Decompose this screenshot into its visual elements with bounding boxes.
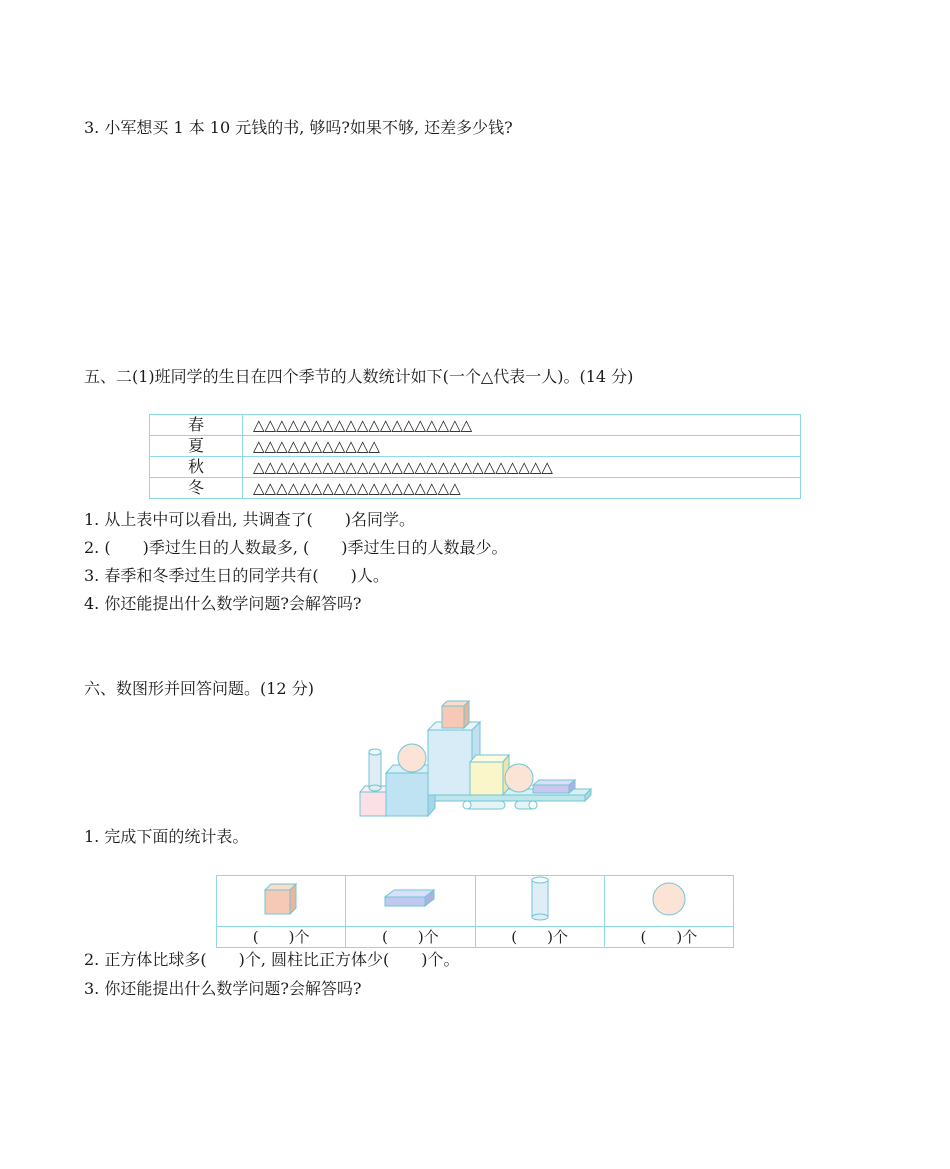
cuboid-cell xyxy=(346,876,475,927)
section5-question-4: 4. 你还能提出什么数学问题?会解答吗? xyxy=(84,594,362,613)
count-blank-cube[interactable]: ( )个 xyxy=(217,927,346,948)
shape-count-table xyxy=(216,875,734,948)
cube-icon xyxy=(442,701,469,728)
block-scene-illustration xyxy=(355,700,595,820)
table-row xyxy=(150,457,801,478)
triangle-marks: △△△△△△△△△△△△△△△△△△ xyxy=(243,478,801,499)
section5-question-3: 3. 春季和冬季过生日的同学共有( )人。 xyxy=(84,566,389,585)
triangle-marks: △△△△△△△△△△△ xyxy=(243,436,801,457)
cuboid-icon xyxy=(382,887,438,911)
count-blank-cuboid[interactable]: ( )个 xyxy=(346,927,475,948)
cylinder-icon xyxy=(528,876,552,922)
roller-icon xyxy=(463,801,537,809)
table-row xyxy=(217,927,734,948)
count-blank-cylinder[interactable]: ( )个 xyxy=(475,927,604,948)
season-label: 春 xyxy=(150,415,243,436)
sphere-cell xyxy=(604,876,733,927)
season-label: 冬 xyxy=(150,478,243,499)
section6-question-2: 2. 正方体比球多( )个, 圆柱比正方体少( )个。 xyxy=(84,950,460,969)
table-row xyxy=(217,876,734,927)
cube-icon xyxy=(470,755,509,795)
count-blank-sphere[interactable]: ( )个 xyxy=(604,927,733,948)
section6-question-3: 3. 你还能提出什么数学问题?会解答吗? xyxy=(84,979,362,998)
triangle-marks: △△△△△△△△△△△△△△△△△△△△△△△△△△ xyxy=(243,457,801,478)
table-row xyxy=(150,415,801,436)
cuboid-icon xyxy=(533,780,575,793)
cylinder-icon xyxy=(369,749,381,791)
cube-icon xyxy=(261,881,301,917)
section5-question-2: 2. ( )季过生日的人数最多, ( )季过生日的人数最少。 xyxy=(84,538,508,557)
triangle-marks: △△△△△△△△△△△△△△△△△△△ xyxy=(243,415,801,436)
season-label: 夏 xyxy=(150,436,243,457)
sphere-icon xyxy=(650,880,688,918)
section5-question-1: 1. 从上表中可以看出, 共调查了( )名同学。 xyxy=(84,510,416,529)
table-row xyxy=(150,436,801,457)
season-label: 秋 xyxy=(150,457,243,478)
cylinder-cell xyxy=(475,876,604,927)
section4-question-3: 3. 小军想买 1 本 10 元钱的书, 够吗?如果不够, 还差多少钱? xyxy=(84,118,513,137)
cube-cell xyxy=(217,876,346,927)
section6-heading: 六、数图形并回答问题。(12 分) xyxy=(84,679,314,698)
season-birthday-table xyxy=(149,414,801,499)
sphere-icon xyxy=(505,764,533,792)
section6-question-1: 1. 完成下面的统计表。 xyxy=(84,827,249,846)
section5-heading: 五、二(1)班同学的生日在四个季节的人数统计如下(一个△代表一人)。(14 分) xyxy=(84,367,634,386)
table-row xyxy=(150,478,801,499)
sphere-icon xyxy=(398,744,426,772)
